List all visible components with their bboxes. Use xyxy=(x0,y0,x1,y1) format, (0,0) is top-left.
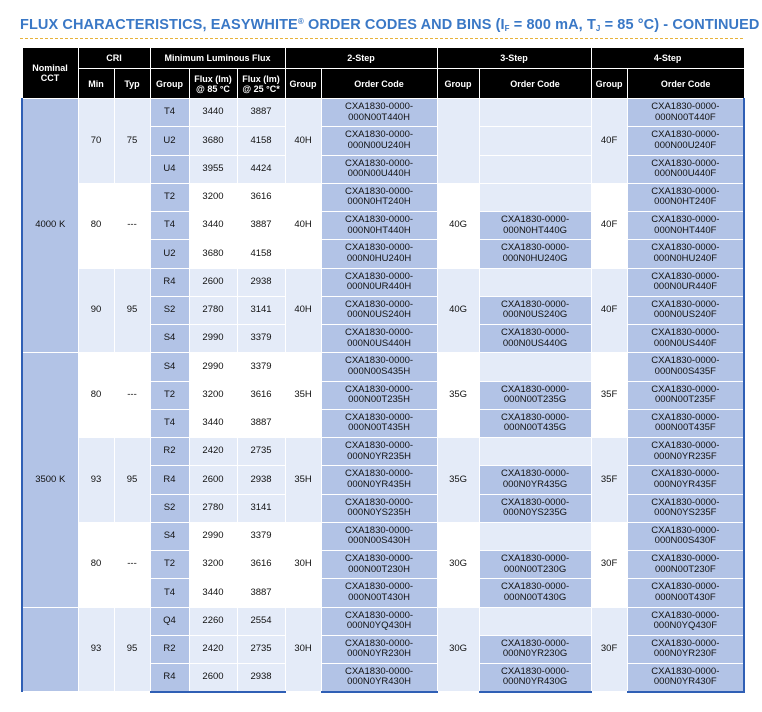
cell-4step-order-code: CXA1830-0000-000N0HT240F xyxy=(627,183,744,211)
cell-3step-order-code: CXA1830-0000-000N0HT440G xyxy=(479,212,591,240)
cell-4step-group: 30F xyxy=(591,522,627,607)
cell-group: T2 xyxy=(150,551,189,579)
cell-3step-group: 40G xyxy=(437,268,479,353)
cell-2step-order-code: CXA1830-0000-000N0YR430H xyxy=(321,664,437,692)
cell-flux-25: 3379 xyxy=(237,325,285,353)
cell-2step-order-code: CXA1830-0000-000N00T230H xyxy=(321,551,437,579)
cell-4step-order-code: CXA1830-0000-000N0US240F xyxy=(627,296,744,324)
cell-2step-order-code: CXA1830-0000-000N0HU240H xyxy=(321,240,437,268)
cell-flux-25: 3141 xyxy=(237,494,285,522)
cell-group: R4 xyxy=(150,466,189,494)
cell-2step-order-code: CXA1830-0000-000N0US440H xyxy=(321,325,437,353)
cell-flux-25: 3379 xyxy=(237,353,285,381)
header-4step-group: Group xyxy=(591,69,627,99)
cell-4step-group: 35F xyxy=(591,438,627,523)
table-row xyxy=(22,353,744,381)
cell-2step-order-code: CXA1830-0000-000N00T440H xyxy=(321,99,437,127)
cell-flux-25: 3141 xyxy=(237,296,285,324)
cell-flux-85: 3440 xyxy=(189,212,237,240)
cell-flux-25: 2938 xyxy=(237,664,285,692)
cell-flux-85: 3440 xyxy=(189,579,237,607)
cell-group: S2 xyxy=(150,494,189,522)
cell-group: T4 xyxy=(150,579,189,607)
cell-flux-85: 3200 xyxy=(189,183,237,211)
cell-2step-group: 35H xyxy=(285,438,321,523)
cell-flux-85: 2600 xyxy=(189,664,237,692)
flux-table xyxy=(21,47,745,693)
cell-flux-25: 4158 xyxy=(237,127,285,155)
cell-2step-order-code: CXA1830-0000-000N00U240H xyxy=(321,127,437,155)
cell-3step-order-code: CXA1830-0000-000N0US440G xyxy=(479,325,591,353)
cell-flux-85: 3680 xyxy=(189,127,237,155)
cell-4step-order-code: CXA1830-0000-000N0YR235F xyxy=(627,438,744,466)
cell-2step-order-code: CXA1830-0000-000N0HT240H xyxy=(321,183,437,211)
cell-4step-order-code: CXA1830-0000-000N0HU240F xyxy=(627,240,744,268)
cell-4step-group: 40F xyxy=(591,99,627,184)
cell-cri-min: 80 xyxy=(78,353,114,438)
cell-4step-order-code: CXA1830-0000-000N00S435F xyxy=(627,353,744,381)
cell-flux-85: 2990 xyxy=(189,325,237,353)
header-min: Min xyxy=(78,69,114,99)
cell-4step-group: 40F xyxy=(591,183,627,268)
cell-group: Q4 xyxy=(150,607,189,635)
cell-4step-group: 35F xyxy=(591,353,627,438)
cell-cri-min: 80 xyxy=(78,522,114,607)
cell-2step-order-code: CXA1830-0000-000N00T430H xyxy=(321,579,437,607)
cell-4step-order-code: CXA1830-0000-000N00T435F xyxy=(627,409,744,437)
cell-4step-order-code: CXA1830-0000-000N0HT440F xyxy=(627,212,744,240)
cell-3step-group: 40G xyxy=(437,183,479,268)
cell-flux-25: 2938 xyxy=(237,466,285,494)
cell-2step-order-code: CXA1830-0000-000N00T235H xyxy=(321,381,437,409)
cell-3step-order-code xyxy=(479,127,591,155)
cell-cri-min: 80 xyxy=(78,183,114,268)
cell-4step-group: 40F xyxy=(591,268,627,353)
header-4-step: 4-Step xyxy=(591,48,744,69)
cell-2step-group: 40H xyxy=(285,268,321,353)
cell-cri-typ: --- xyxy=(114,353,150,438)
cell-2step-group: 40H xyxy=(285,183,321,268)
cell-3step-order-code: CXA1830-0000-000N0YR230G xyxy=(479,635,591,663)
title-divider xyxy=(20,38,743,39)
cell-3step-order-code: CXA1830-0000-000N00T230G xyxy=(479,551,591,579)
cell-cri-typ: --- xyxy=(114,183,150,268)
header-flux-25: Flux (lm) @ 25 °C* xyxy=(237,69,285,99)
header-2step-order-code: Order Code xyxy=(321,69,437,99)
cell-2step-order-code: CXA1830-0000-000N00S435H xyxy=(321,353,437,381)
cell-flux-85: 3440 xyxy=(189,409,237,437)
cell-2step-group: 30H xyxy=(285,607,321,692)
cell-3step-group: 35G xyxy=(437,353,479,438)
header-2step-group: Group xyxy=(285,69,321,99)
header-3step-group: Group xyxy=(437,69,479,99)
cell-cri-typ: 75 xyxy=(114,99,150,184)
cell-3step-order-code: CXA1830-0000-000N0US240G xyxy=(479,296,591,324)
cell-flux-25: 3887 xyxy=(237,579,285,607)
cell-4step-order-code: CXA1830-0000-000N0YQ430F xyxy=(627,607,744,635)
table-row xyxy=(22,183,744,211)
cell-4step-order-code: CXA1830-0000-000N00T235F xyxy=(627,381,744,409)
cell-group: R2 xyxy=(150,438,189,466)
cell-4step-order-code: CXA1830-0000-000N00T440F xyxy=(627,99,744,127)
cell-4step-order-code: CXA1830-0000-000N00S430F xyxy=(627,522,744,550)
cell-flux-85: 3680 xyxy=(189,240,237,268)
cell-nominal-cct xyxy=(22,607,78,692)
header-flux-85: Flux (lm) @ 85 °C xyxy=(189,69,237,99)
table-row xyxy=(22,438,744,466)
cell-4step-group: 30F xyxy=(591,607,627,692)
cell-3step-order-code: CXA1830-0000-000N00T435G xyxy=(479,409,591,437)
cell-2step-group: 40H xyxy=(285,99,321,184)
cell-4step-order-code: CXA1830-0000-000N00U240F xyxy=(627,127,744,155)
cell-group: U4 xyxy=(150,155,189,183)
cell-flux-85: 3440 xyxy=(189,99,237,127)
cell-3step-order-code xyxy=(479,522,591,550)
cell-flux-85: 3955 xyxy=(189,155,237,183)
cell-cri-min: 93 xyxy=(78,438,114,523)
cell-flux-25: 3616 xyxy=(237,551,285,579)
cell-4step-order-code: CXA1830-0000-000N0YR435F xyxy=(627,466,744,494)
cell-nominal-cct: 3500 K xyxy=(22,353,78,607)
cell-3step-group xyxy=(437,99,479,184)
cell-3step-order-code xyxy=(479,183,591,211)
cell-3step-group: 35G xyxy=(437,438,479,523)
cell-3step-order-code: CXA1830-0000-000N0YR435G xyxy=(479,466,591,494)
cell-4step-order-code: CXA1830-0000-000N0YR230F xyxy=(627,635,744,663)
cell-cri-min: 93 xyxy=(78,607,114,692)
cell-group: T2 xyxy=(150,381,189,409)
cell-2step-order-code: CXA1830-0000-000N0YS235H xyxy=(321,494,437,522)
cell-flux-25: 3887 xyxy=(237,99,285,127)
cell-group: S4 xyxy=(150,353,189,381)
cell-3step-order-code: CXA1830-0000-000N0HU240G xyxy=(479,240,591,268)
header-group: Group xyxy=(150,69,189,99)
cell-cri-min: 90 xyxy=(78,268,114,353)
cell-3step-group: 30G xyxy=(437,607,479,692)
cell-flux-85: 2780 xyxy=(189,296,237,324)
cell-group: T2 xyxy=(150,183,189,211)
cell-2step-order-code: CXA1830-0000-000N0YQ430H xyxy=(321,607,437,635)
cell-flux-85: 2990 xyxy=(189,522,237,550)
cell-cri-typ: 95 xyxy=(114,607,150,692)
table-row xyxy=(22,607,744,635)
cell-flux-85: 2600 xyxy=(189,466,237,494)
header-typ: Typ xyxy=(114,69,150,99)
cell-group: T4 xyxy=(150,99,189,127)
cell-4step-order-code: CXA1830-0000-000N0YR430F xyxy=(627,664,744,692)
cell-3step-order-code xyxy=(479,155,591,183)
cell-2step-group: 35H xyxy=(285,353,321,438)
cell-2step-order-code: CXA1830-0000-000N0YR435H xyxy=(321,466,437,494)
cell-3step-order-code: CXA1830-0000-000N0YS235G xyxy=(479,494,591,522)
cell-3step-order-code xyxy=(479,438,591,466)
cell-4step-order-code: CXA1830-0000-000N0US440F xyxy=(627,325,744,353)
cell-nominal-cct: 4000 K xyxy=(22,99,78,353)
cell-3step-order-code xyxy=(479,99,591,127)
cell-flux-25: 2735 xyxy=(237,635,285,663)
cell-4step-order-code: CXA1830-0000-000N00T430F xyxy=(627,579,744,607)
cell-group: R4 xyxy=(150,664,189,692)
cell-group: U2 xyxy=(150,240,189,268)
cell-2step-order-code: CXA1830-0000-000N00T435H xyxy=(321,409,437,437)
cell-flux-85: 2420 xyxy=(189,635,237,663)
header-3step-order-code: Order Code xyxy=(479,69,591,99)
cell-2step-order-code: CXA1830-0000-000N0UR440H xyxy=(321,268,437,296)
cell-group: U2 xyxy=(150,127,189,155)
cell-3step-order-code xyxy=(479,268,591,296)
cell-group: S4 xyxy=(150,325,189,353)
cell-3step-order-code xyxy=(479,607,591,635)
cell-4step-order-code: CXA1830-0000-000N0YS235F xyxy=(627,494,744,522)
cell-flux-85: 2780 xyxy=(189,494,237,522)
cell-group: S4 xyxy=(150,522,189,550)
cell-flux-25: 3887 xyxy=(237,212,285,240)
cell-2step-order-code: CXA1830-0000-000N0HT440H xyxy=(321,212,437,240)
cell-flux-25: 3616 xyxy=(237,381,285,409)
cell-2step-order-code: CXA1830-0000-000N00U440H xyxy=(321,155,437,183)
cell-2step-order-code: CXA1830-0000-000N0YR230H xyxy=(321,635,437,663)
cell-flux-25: 3379 xyxy=(237,522,285,550)
cell-3step-order-code: CXA1830-0000-000N0YR430G xyxy=(479,664,591,692)
cell-2step-group: 30H xyxy=(285,522,321,607)
page-title: FLUX CHARACTERISTICS, EASYWHITE® ORDER CODES AND BINS ($I_F = 800$ mA, $T_J = 85$ °C) - CONTINUED xyxy=(20,17,760,33)
header-cri: CRI xyxy=(78,48,150,69)
cell-flux-85: 2260 xyxy=(189,607,237,635)
cell-group: T4 xyxy=(150,409,189,437)
cell-flux-25: 2554 xyxy=(237,607,285,635)
header-min-flux: Minimum Luminous Flux xyxy=(150,48,285,69)
header-3-step: 3-Step xyxy=(437,48,591,69)
header-4step-order-code: Order Code xyxy=(627,69,744,99)
cell-group: T4 xyxy=(150,212,189,240)
cell-flux-85: 3200 xyxy=(189,551,237,579)
cell-group: S2 xyxy=(150,296,189,324)
cell-cri-typ: --- xyxy=(114,522,150,607)
cell-3step-order-code xyxy=(479,353,591,381)
cell-flux-85: 2600 xyxy=(189,268,237,296)
cell-4step-order-code: CXA1830-0000-000N00T230F xyxy=(627,551,744,579)
header-nominal-cct: Nominal CCT xyxy=(22,48,78,99)
cell-cri-typ: 95 xyxy=(114,268,150,353)
cell-flux-25: 3616 xyxy=(237,183,285,211)
cell-flux-25: 3887 xyxy=(237,409,285,437)
table-row xyxy=(22,522,744,550)
cell-flux-25: 2735 xyxy=(237,438,285,466)
cell-3step-order-code: CXA1830-0000-000N00T430G xyxy=(479,579,591,607)
cell-3step-group: 30G xyxy=(437,522,479,607)
table-row xyxy=(22,268,744,296)
cell-flux-85: 2990 xyxy=(189,353,237,381)
cell-2step-order-code: CXA1830-0000-000N0US240H xyxy=(321,296,437,324)
table-row xyxy=(22,99,744,127)
cell-group: R4 xyxy=(150,268,189,296)
cell-2step-order-code: CXA1830-0000-000N00S430H xyxy=(321,522,437,550)
header-2-step: 2-Step xyxy=(285,48,437,69)
cell-flux-25: 2938 xyxy=(237,268,285,296)
cell-4step-order-code: CXA1830-0000-000N0UR440F xyxy=(627,268,744,296)
cell-cri-typ: 95 xyxy=(114,438,150,523)
cell-3step-order-code: CXA1830-0000-000N00T235G xyxy=(479,381,591,409)
cell-flux-25: 4424 xyxy=(237,155,285,183)
cell-2step-order-code: CXA1830-0000-000N0YR235H xyxy=(321,438,437,466)
cell-4step-order-code: CXA1830-0000-000N00U440F xyxy=(627,155,744,183)
cell-flux-85: 2420 xyxy=(189,438,237,466)
cell-group: R2 xyxy=(150,635,189,663)
cell-cri-min: 70 xyxy=(78,99,114,184)
cell-flux-25: 4158 xyxy=(237,240,285,268)
cell-flux-85: 3200 xyxy=(189,381,237,409)
